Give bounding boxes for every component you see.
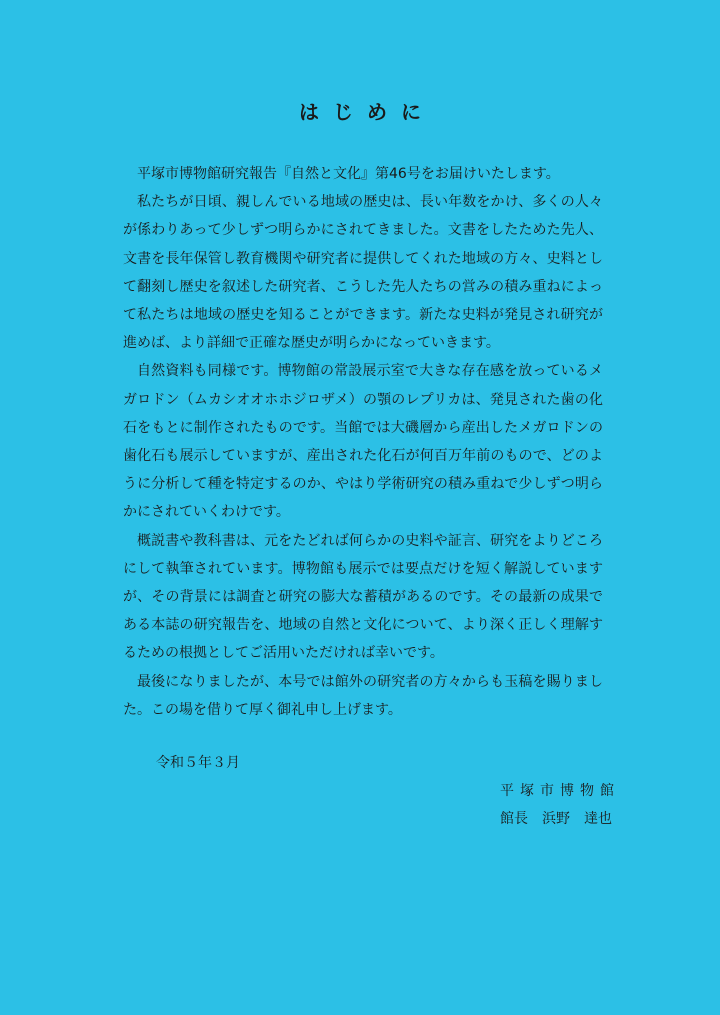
organization-name: 平塚市博物館: [500, 783, 620, 799]
paragraph-2: 私たちが日頃、親しんでいる地域の歴史は、長い年数をかけ、多くの人々が係わりあって少しずつ明らかにされてきました。文書をしたためた先人、文書を長年保管し教育機関や研究者に提供してくれた地域の方々、史料として翻刻し歴史を叙述した研究者、こうした先人たちの営みの積み重ねによって私たちは地域の歴史を知ることができます。新たな史料が発見され研究が進めば、より詳細で正確な歴史が明らかになっていきます。: [123, 194, 603, 352]
paragraph-1: 平塚市博物館研究報告『自然と文化』第46号をお届けいたします。: [137, 166, 560, 182]
paragraph-4: 概説書や教科書は、元をたどれば何らかの史料や証言、研究をよりどころにして執筆されています。博物館も展示では要点だけを短く解説していますが、その背景には調査と研究の膨大な蓄積があるのです。その最新の成果である本誌の研究報告を、地域の自然と文化について、より深く正しく理解するための根拠としてご活用いただければ幸いです。: [123, 532, 603, 662]
paragraph-3: 自然資料も同様です。博物館の常設展示室で大きな存在感を放っているメガロドン（ムカシオオホホジロザメ）の顎のレプリカは、発見された歯の化石をもとに制作されたものです。当館では大磯層から産出したメガロドンの歯化石も展示していますが、産出された化石が何百万年前のもので、どのように分析して種を特定するのか、やはり学術研究の積み重ねで少しずつ明らかにされていくわけです。: [123, 363, 603, 521]
paragraph-5: 最後になりましたが、本号では館外の研究者の方々からも玉稿を賜りました。この場を借りて厚く御礼申し上げます。: [123, 673, 603, 718]
page-title: はじめに: [299, 100, 435, 124]
document-date: 令和５年３月: [156, 755, 240, 771]
document-body: [123, 160, 603, 724]
signature-line: 館長 浜野 達也: [500, 811, 612, 827]
